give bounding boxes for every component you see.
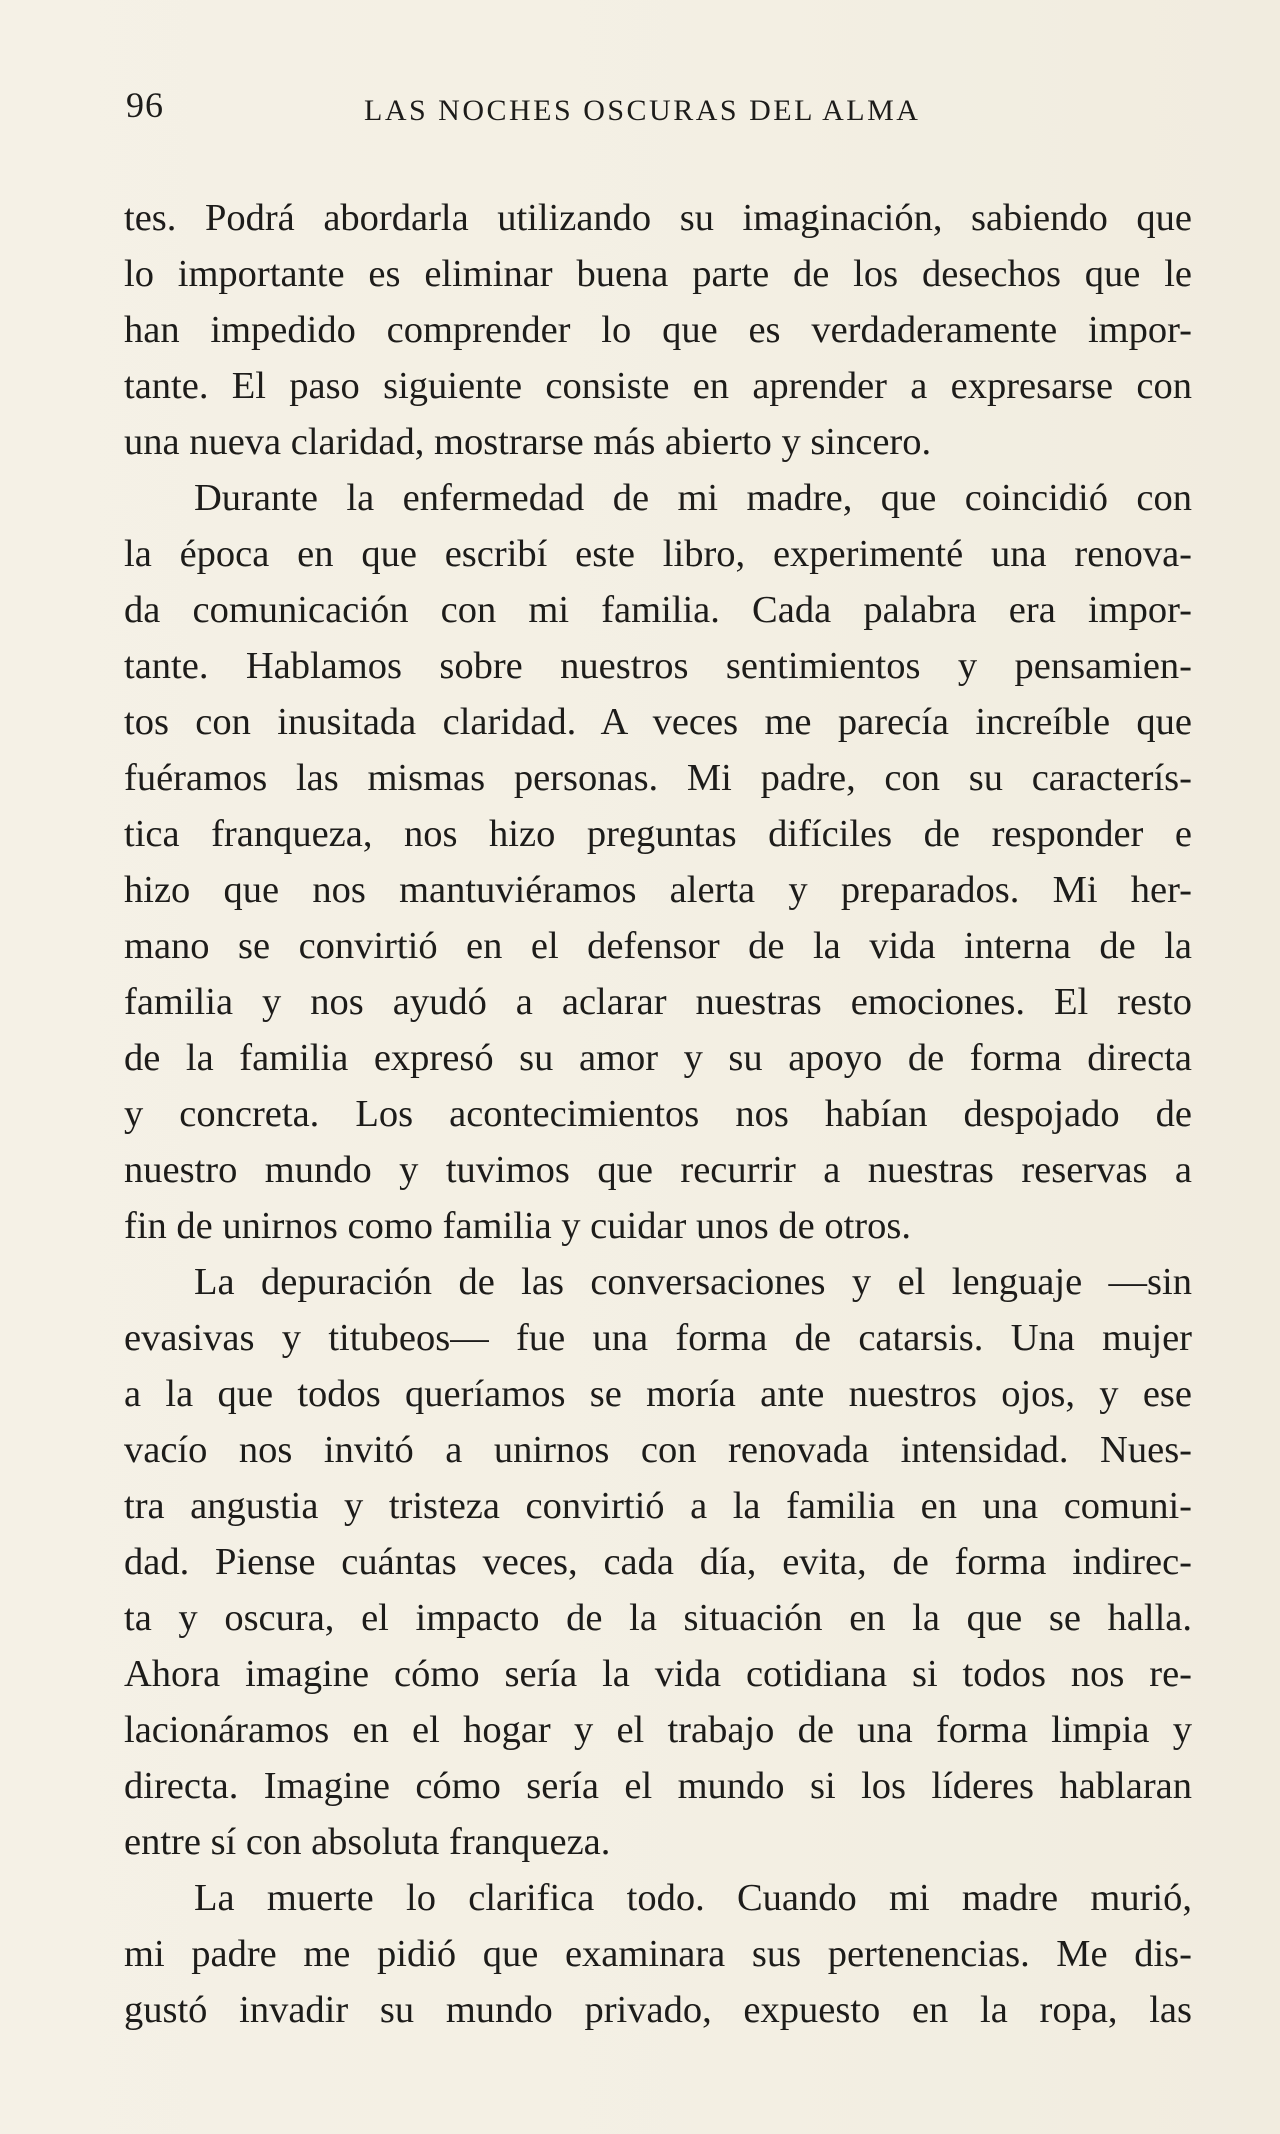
running-head-title: LAS NOCHES OSCURAS DEL ALMA <box>364 94 921 127</box>
running-head <box>126 84 1190 134</box>
text-line: hizo que nos mantuviéramos alerta y preparados. Mi her- <box>124 869 1192 911</box>
body-text <box>124 190 1192 2038</box>
text-line: de la familia expresó su amor y su apoyo de forma directa <box>124 1037 1192 1079</box>
text-line: mi padre me pidió que examinara sus pertenencias. Me dis- <box>124 1933 1192 1975</box>
text-line: tes. Podrá abordarla utilizando su imaginación, sabiendo que <box>124 197 1192 239</box>
text-line: familia y nos ayudó a aclarar nuestras emociones. El resto <box>124 981 1192 1023</box>
text-line: gustó invadir su mundo privado, expuesto en la ropa, las <box>124 1989 1192 2031</box>
text-line: y concreta. Los acontecimientos nos habían despojado de <box>124 1093 1192 1135</box>
text-line: tica franqueza, nos hizo preguntas difíciles de responder e <box>124 813 1192 855</box>
text-line: ta y oscura, el impacto de la situación en la que se halla. <box>124 1597 1192 1639</box>
text-line: da comunicación con mi familia. Cada palabra era impor- <box>124 589 1192 631</box>
text-line: tante. El paso siguiente consiste en aprender a expresarse con <box>124 365 1192 407</box>
text-line: una nueva claridad, mostrarse más abierto y sincero. <box>124 421 932 463</box>
text-line: La depuración de las conversaciones y el lenguaje —sin <box>194 1261 1192 1303</box>
text-line: lo importante es eliminar buena parte de los desechos que le <box>124 253 1192 295</box>
text-line: dad. Piense cuántas veces, cada día, evita, de forma indirec- <box>124 1541 1192 1583</box>
text-line: entre sí con absoluta franqueza. <box>124 1821 611 1863</box>
text-line: a la que todos queríamos se moría ante nuestros ojos, y ese <box>124 1373 1192 1415</box>
text-line: vacío nos invitó a unirnos con renovada intensidad. Nues- <box>124 1429 1192 1471</box>
text-line: nuestro mundo y tuvimos que recurrir a nuestras reservas a <box>124 1149 1192 1191</box>
text-line: evasivas y titubeos— fue una forma de catarsis. Una mujer <box>124 1317 1192 1359</box>
page-number: 96 <box>126 85 164 125</box>
text-line: Durante la enfermedad de mi madre, que coincidió con <box>194 477 1192 519</box>
text-line: la época en que escribí este libro, experimenté una renova- <box>124 533 1192 575</box>
text-line: lacionáramos en el hogar y el trabajo de una forma limpia y <box>124 1709 1192 1751</box>
text-line: han impedido comprender lo que es verdaderamente impor- <box>124 309 1192 351</box>
text-line: tante. Hablamos sobre nuestros sentimientos y pensamien- <box>124 645 1192 687</box>
text-line: directa. Imagine cómo sería el mundo si los líderes hablaran <box>124 1765 1192 1807</box>
text-line: tos con inusitada claridad. A veces me parecía increíble que <box>124 701 1192 743</box>
text-line: fin de unirnos como familia y cuidar unos de otros. <box>124 1205 911 1247</box>
text-line: tra angustia y tristeza convirtió a la familia en una comuni- <box>124 1485 1192 1527</box>
text-line: mano se convirtió en el defensor de la vida interna de la <box>124 925 1192 967</box>
text-line: fuéramos las mismas personas. Mi padre, con su caracterís- <box>124 757 1192 799</box>
text-line: La muerte lo clarifica todo. Cuando mi madre murió, <box>194 1877 1192 1919</box>
text-line: Ahora imagine cómo sería la vida cotidiana si todos nos re- <box>124 1653 1192 1695</box>
